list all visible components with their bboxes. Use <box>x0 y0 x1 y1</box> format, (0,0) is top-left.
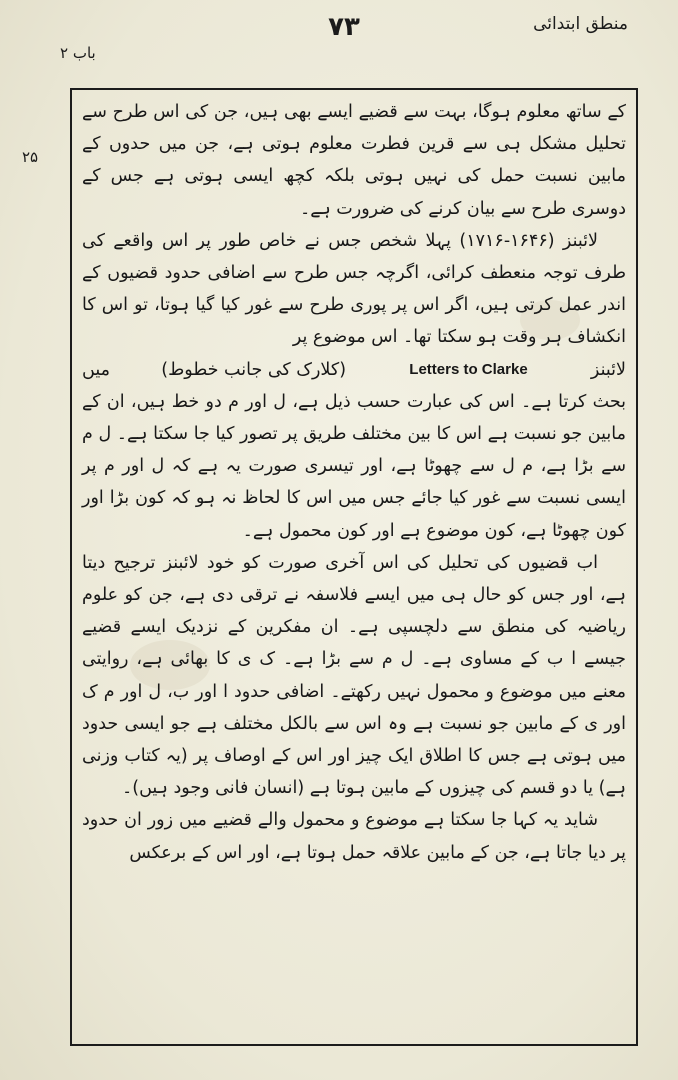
margin-note: ۲۵ <box>22 148 39 166</box>
paragraph-1: کے ساتھ معلوم ہوگا، بہت سے قضیے ایسے بھی ہیں، جن کی اس طرح سے تحلیل مشکل ہی سے قرین فطرت معلوم ہوتی ہے، جن میں حدوں کے مابین نسبت حمل کی نہیں ہوتی بلکہ کچھ ایسی ہوتی ہے جس کے دوسری طرح سے بیان کرنے کی ضرورت ہے۔ <box>82 102 626 219</box>
paragraph-2-continued: بحث کرتا ہے۔ اس کی عبارت حسب ذیل ہے، ل اور م دو خط ہیں، ان کے مابین جو نسبت ہے اس کا بین مختلف طریق پر تصور کیا جا سکتا ہے۔ ل م سے بڑا ہے، م ل سے چھوٹا ہے، اور تیسری صورت یہ ہے کہ ل اور م پر ایسی نسبت سے غور کیا جائے جس میں اس کا لحاظ نہ ہو کہ کون بڑا اور کون چھوٹا ہے، کون موضوع ہے اور کون محمول ہے۔ <box>82 391 626 541</box>
paragraph-4: شاید یہ کہا جا سکتا ہے موضوع و محمول والے قضیے میں زور ان حدود پر دیا جاتا ہے، جن کے مابین علاقہ حمل ہوتا ہے، اور اس کے برعکس <box>82 810 626 863</box>
text-frame <box>70 88 638 1046</box>
latin-line-end: میں <box>82 359 110 380</box>
page-number: ۷۳ <box>328 12 360 42</box>
latin-book-title: Letters to Clarke <box>409 361 528 379</box>
paragraph-3: اب قضیوں کی تحلیل کی اس آخری صورت کو خود لائبنز ترجیح دیتا ہے، اور جس کو حال ہی میں ایسے فلاسفہ نے ترقی دی ہے، جن کو علوم ریاضیہ کی منطق سے دلچسپی ہے۔ ان مفکرین کے نزدیک ایسے قضیے جیسے ا ب کے مساوی ہے۔ ل م سے بڑا ہے۔ ک ی کا بھائی ہے، روایتی معنے میں موضوع و محمول نہیں رکھتے۔ اضافی حدود ا اور ب، ل اور م ک اور ی کے مابین جو نسبت ہے وہ اس سے بالکل مختلف ہے جو ایسی حدود میں ہوتی ہے جس کا اطلاق ایک چیز اور اس کے اوصاف پر (یہ کتاب وزنی ہے) یا دو قسم کی چیزوں کے مابین ہوتا ہے (انسان فانی وجود ہیں)۔ <box>82 552 626 799</box>
chapter-label: باب ۲ <box>60 44 96 62</box>
latin-line-start: لائبنز <box>590 359 626 380</box>
letters-to-clarke-line <box>82 354 626 386</box>
book-title: منطق ابتدائی <box>533 14 628 34</box>
latin-line-mid: (کلارک کی جانب خطوط) <box>161 359 347 380</box>
paragraph-2: لائبنز (۱۶۴۶-۱۷۱۶) پہلا شخص جس نے خاص طور پر اس واقعے کی طرف توجہ منعطف کرائی، اگرچہ جس طرح سے اضافی حدود قضیوں کے اندر عمل کرتی ہیں، اگر اس پر پوری طرح سے غور کیا گیا ہوتا، تو اس کا انکشاف ہر وقت ہو سکتا تھا۔ اس موضوع پر <box>82 230 626 348</box>
running-head <box>60 10 628 60</box>
